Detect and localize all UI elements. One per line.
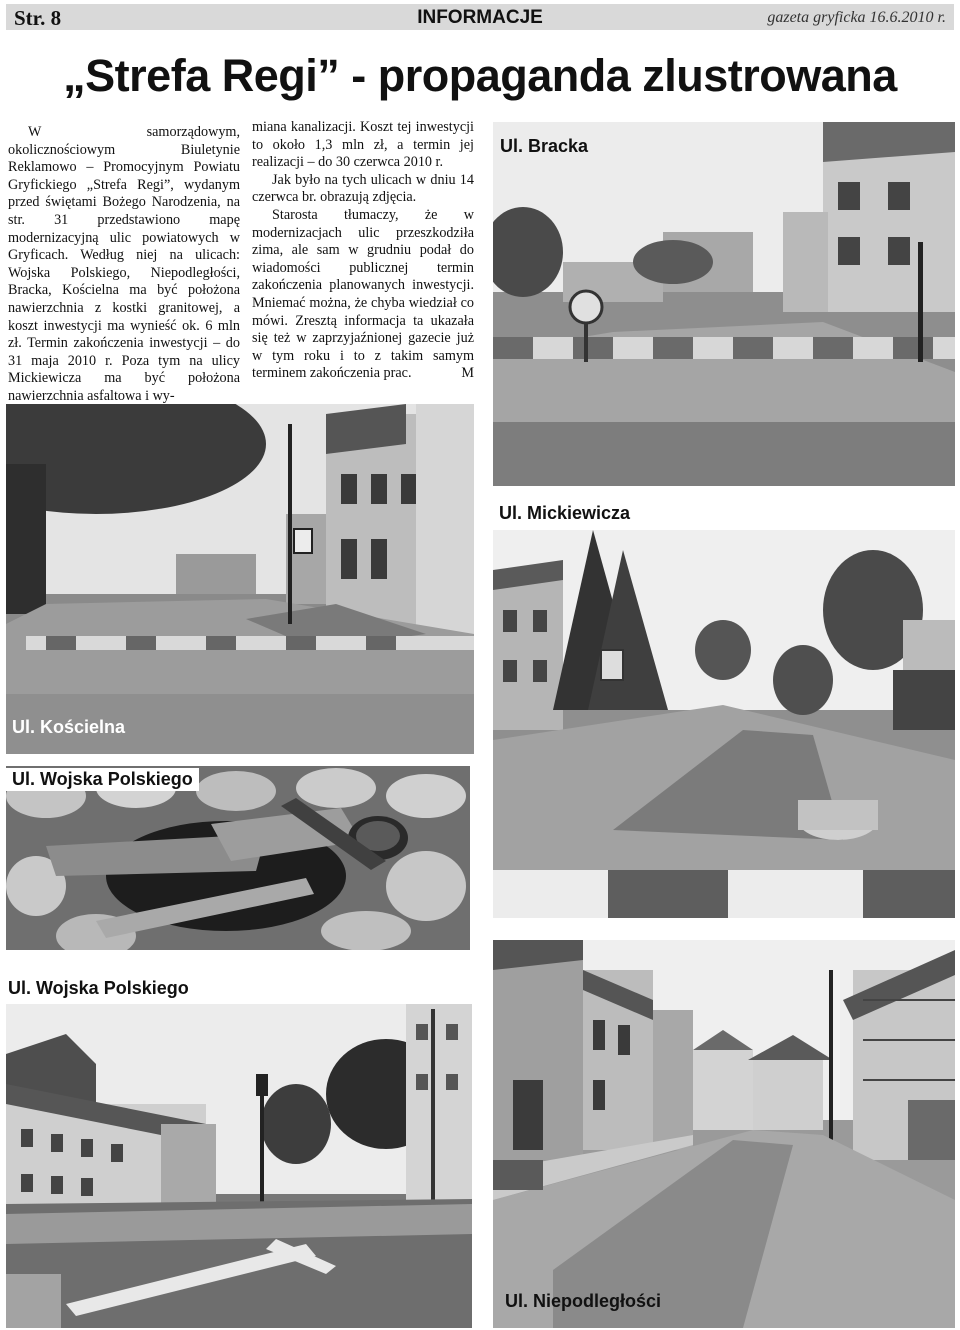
paragraph: miana kanalizacji. Koszt tej inwestycji to około 1,3 mln zł, a termin jej realizacji – do 30 czerwca 2010 r. <box>252 119 474 171</box>
caption-wojska-polskiego-1: Ul. Wojska Polskiego <box>6 768 199 791</box>
street-photo-image <box>6 404 474 754</box>
page-header <box>6 4 954 30</box>
photo-bracka <box>493 122 955 486</box>
section-name: INFORMACJE <box>417 7 543 28</box>
paragraph: W samorządowym, okolicznościowym Biuletynie Reklamowo – Promocyjnym Powiatu Gryfickiego „Strefa Regi”, wydanym przed świętami Bożego Narodzenia, na str. 31 przedstawiono mapę modernizacyjną ulic powiatowych w Gryficach. Według niej na ulicach: Wojska Polskiego, Niepodległości, Bracka, Kościelna ma być położona nawierzchnia z kostki granitowej, a koszt inwestycji ma wynieść ok. 6 mln zł. Termin zakończenia inwestycji – do 31 maja 2010 r. Poza tym na ulicy Mickiewicza ma być położona nawierzchnia asfaltowa i wy- <box>8 124 240 404</box>
issue-date: gazeta gryficka 16.6.2010 r. <box>767 9 946 26</box>
photo-wojska-polskiego-intersection <box>6 1004 472 1328</box>
paragraph <box>252 207 474 383</box>
photo-mickiewicza <box>493 530 955 918</box>
article-column-2 <box>252 119 474 383</box>
photo-koscielna <box>6 404 474 754</box>
caption-niepodleglosci: Ul. Niepodległości <box>505 1291 662 1311</box>
caption-wojska-polskiego-2: Ul. Wojska Polskiego <box>2 977 195 1000</box>
street-photo-image <box>493 530 955 918</box>
street-photo-image <box>6 766 470 950</box>
author-signature: M <box>461 365 474 382</box>
article-title: „Strefa Regi” - propaganda zlustrowana <box>63 50 897 101</box>
street-photo-image <box>493 122 955 486</box>
photo-niepodleglosci <box>493 940 955 1328</box>
paragraph: Jak było na tych ulicach w dniu 14 czerwca br. obrazują zdjęcia. <box>252 171 474 206</box>
caption-koscielna: Ul. Kościelna <box>12 717 126 737</box>
caption-bracka: Ul. Bracka <box>500 136 589 156</box>
page-number: Str. 8 <box>14 6 62 30</box>
street-photo-image <box>493 940 955 1328</box>
photo-wojska-polskiego-closeup <box>6 766 470 950</box>
street-photo-image <box>6 1004 472 1328</box>
caption-mickiewicza: Ul. Mickiewicza <box>493 502 636 525</box>
paragraph-text: Starosta tłumaczy, że w modernizacjach ulic przeszkodziła zima, ale sam w grudniu podał do wiadomości publicznej termin zakończenia planowanych inwestycji. Mniemać można, że chyba wiedział co mówi. Zresztą informacja ta ukazała się też w zaprzyjaźnionej gazecie już w tym roku i to z takim samym terminem zakończenia prac. <box>252 206 474 382</box>
article-column-1 <box>8 124 240 406</box>
